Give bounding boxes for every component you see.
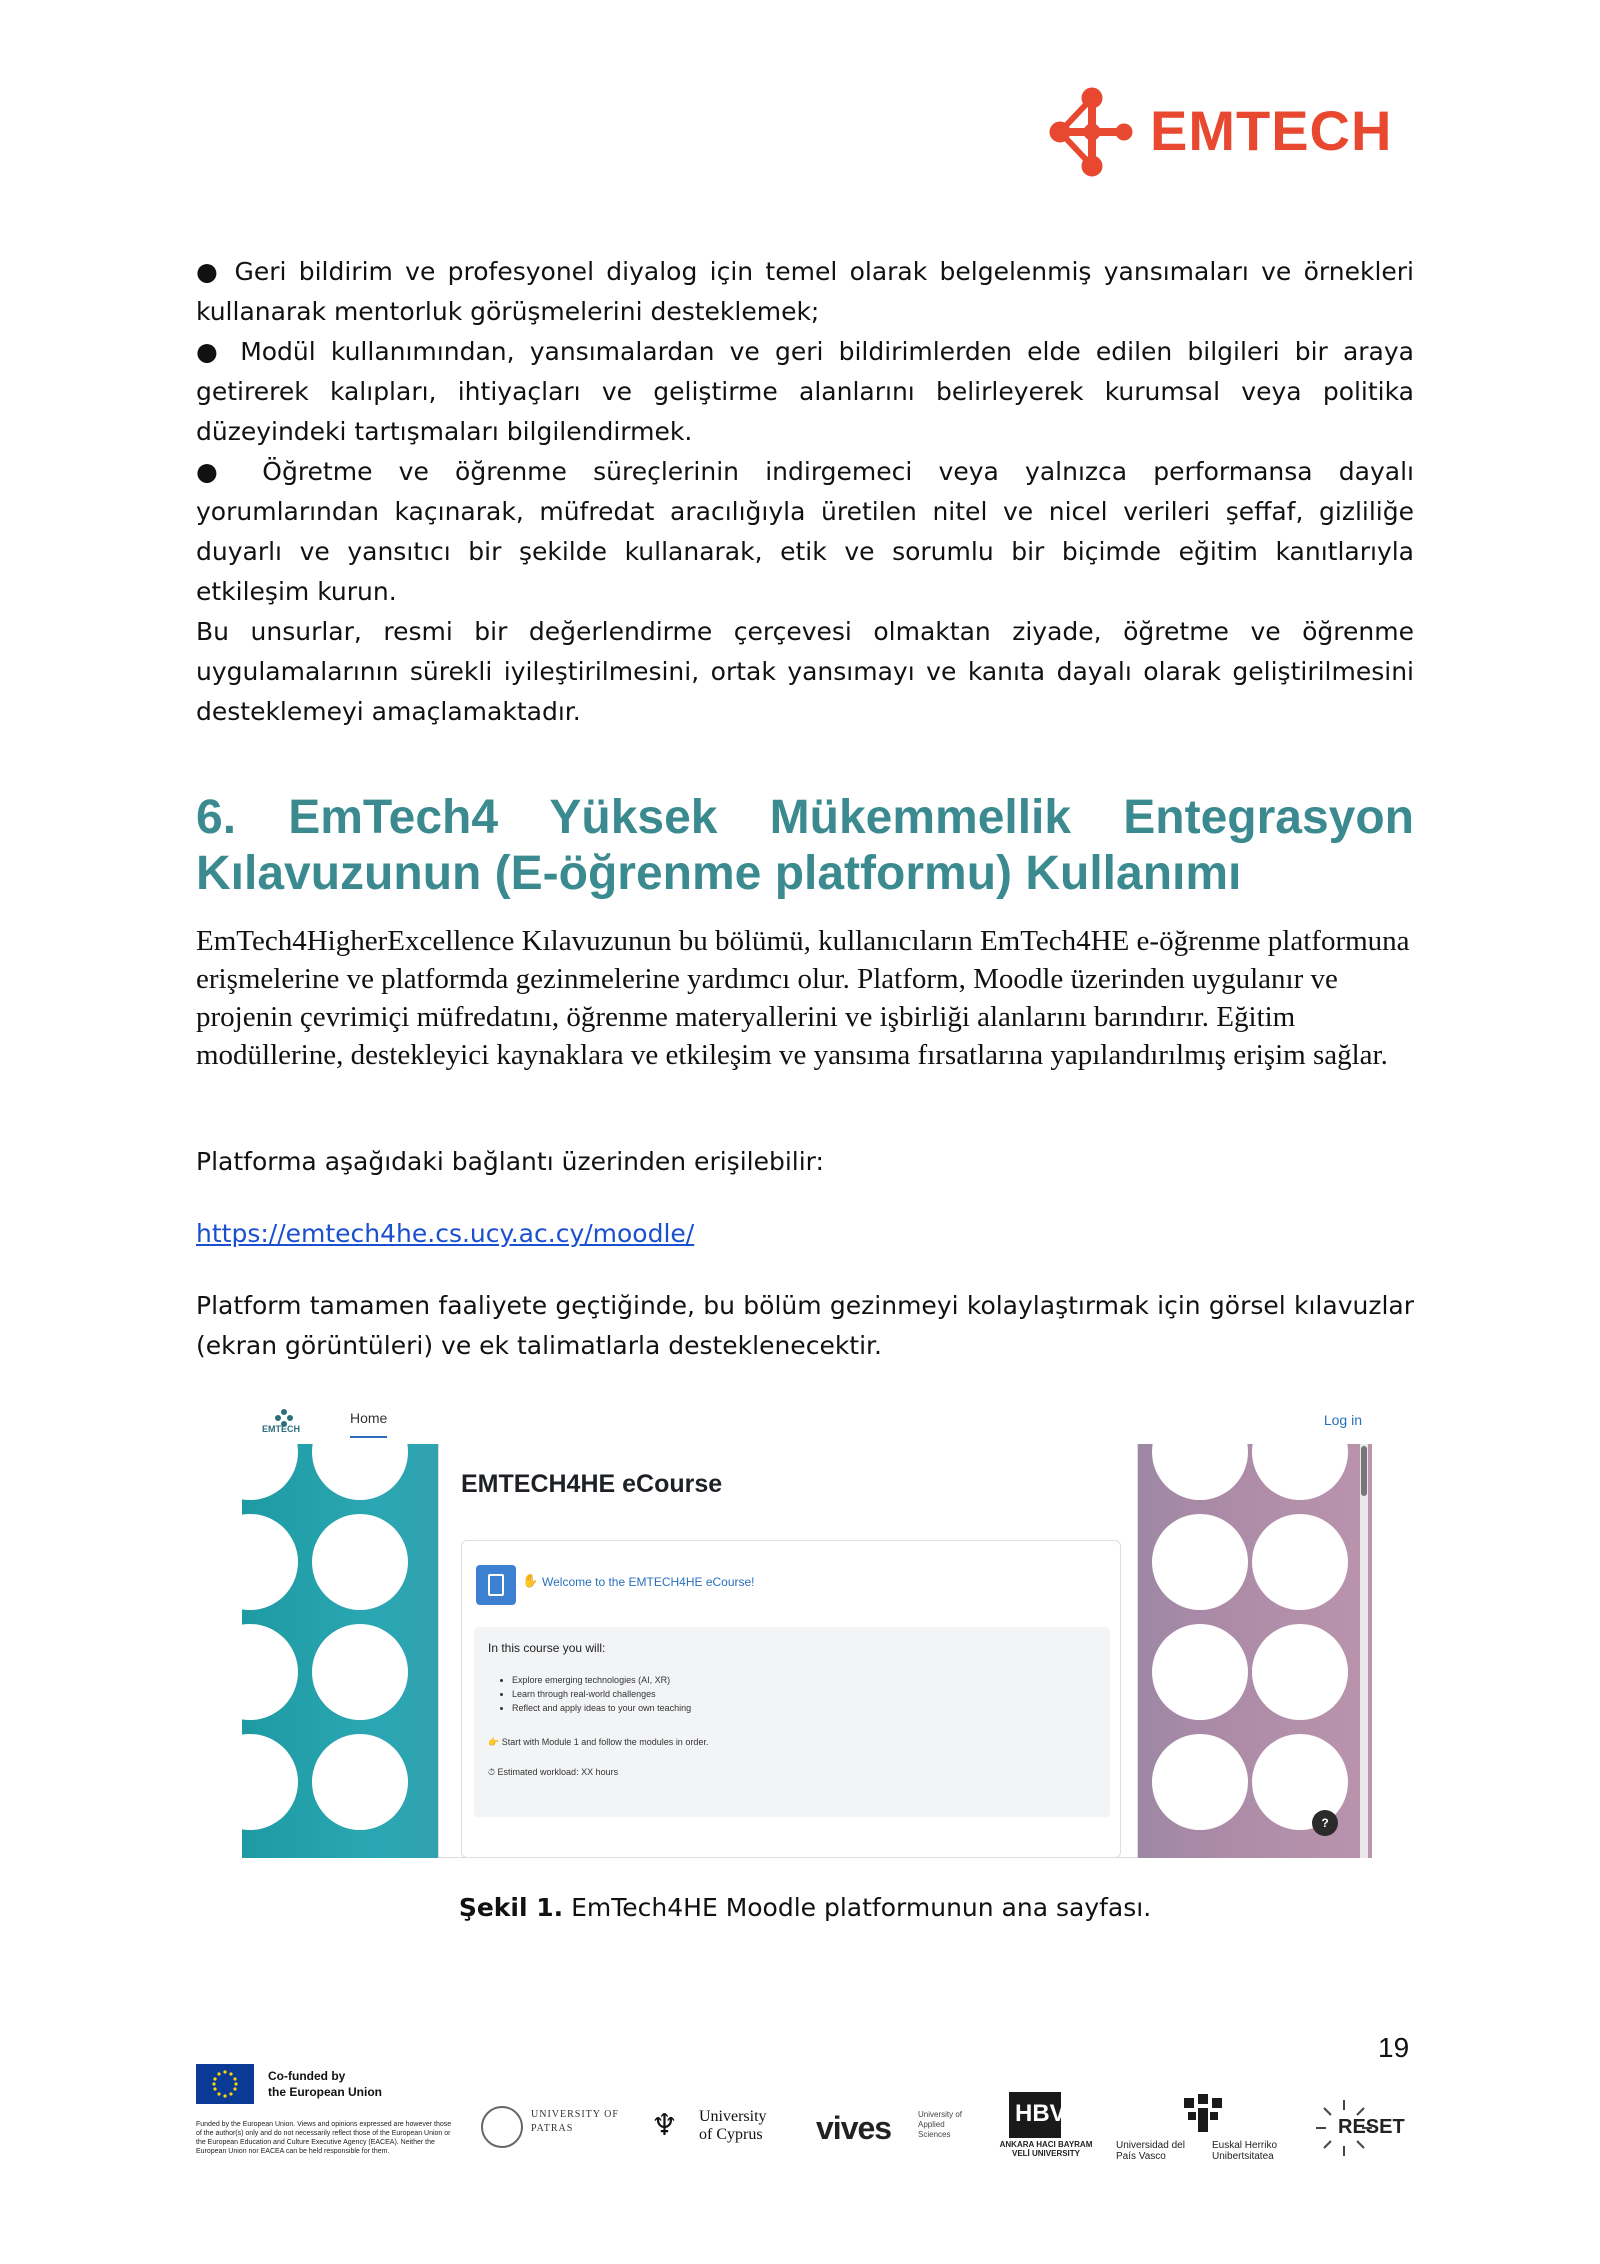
- course-title: EMTECH4HE eCourse: [461, 1470, 723, 1498]
- page-icon: [476, 1565, 516, 1605]
- brand-name: EMTECH: [1150, 99, 1393, 162]
- summary-paragraph: Bu unsurlar, resmi bir değerlendirme çerçevesi olmaktan ziyade, öğretme ve öğrenme uygulamalarının sürekli iyileştirilmesini, ortak yansımayı ve kanıta dayalı olarak geliştirilmesini desteklemeyi amaçlamaktadır.: [196, 617, 1414, 726]
- hbv-block-text: HBV: [1015, 2100, 1066, 2127]
- course-card: [438, 1444, 1138, 1858]
- page-number: 19: [1378, 2032, 1410, 2063]
- partner-ehu: [1116, 2094, 1296, 2174]
- partner-vives: [816, 2104, 966, 2154]
- welcome-block: [461, 1540, 1121, 1858]
- decor-circle: [1152, 1624, 1248, 1720]
- caption-text: EmTech4HE Moodle platformunun ana sayfası.: [563, 1893, 1152, 1922]
- wave-icon: ✋: [522, 1573, 539, 1588]
- platform-link[interactable]: https://emtech4he.cs.ucy.ac.cy/moodle/: [196, 1219, 695, 1248]
- eu-line-1: Co-funded by: [268, 2069, 346, 2083]
- nav-home[interactable]: Home: [350, 1410, 387, 1438]
- caption-label: Şekil 1.: [458, 1893, 564, 1922]
- scrollbar-thumb[interactable]: [1361, 1446, 1367, 1496]
- emtech-logo: [1040, 80, 1420, 184]
- ehu-left: Universidad del País Vasco: [1116, 2140, 1185, 2162]
- decor-circle: [312, 1734, 408, 1830]
- vives-name: vives: [816, 2110, 892, 2146]
- info-item: • Explore emerging technologies (AI, XR): [512, 1673, 691, 1687]
- platform-note: Platform tamamen faaliyete geçtiğinde, bu bölüm gezinmeyi kolaylaştırmak için görsel kılavuzlar (ekran görüntüleri) ve ek talimatlarla desteklenecektir.: [196, 1291, 1414, 1360]
- eu-line-2: the European Union: [268, 2085, 382, 2099]
- eu-flag-icon: [196, 2064, 254, 2104]
- decor-circle: [1152, 1444, 1248, 1500]
- partner-reset: [1314, 2098, 1414, 2158]
- footer: [196, 2064, 1414, 2194]
- decor-circle: [242, 1734, 298, 1830]
- workload-note: ⏱ Estimated workload: XX hours: [488, 1767, 619, 1777]
- intro-paragraph: EmTech4HigherExcellence Kılavuzunun bu bölümü, kullanıcıların EmTech4HE e-öğrenme platformuna erişmelerine ve platformda gezinmelerine yardımcı olur. Platform, Moodle üzerinden uygulanır ve projenin çevrimiçi müfredatını, öğrenme materyallerini ve işbirliği alanlarını barındırır. Eğitim modüllerine, destekleyici kaynaklara ve etkileşim ve yansıma fırsatlarına yapılandırılmış erişim sağlar.: [196, 925, 1410, 1071]
- partner-hbv: [991, 2092, 1101, 2172]
- decor-circle: [312, 1444, 408, 1500]
- ehu-right: Euskal Herriko Unibertsitatea: [1212, 2140, 1278, 2162]
- decor-circle: [1252, 1444, 1348, 1500]
- hbv-name: ANKARA HACI BAYRAM VELİ UNIVERSITY: [999, 2140, 1093, 2158]
- cyprus-emblem-icon: ♆: [651, 2109, 678, 2142]
- login-link[interactable]: Log in: [1323, 1412, 1362, 1428]
- info-list: [512, 1673, 691, 1715]
- decor-circle: [1152, 1734, 1248, 1830]
- ehu-tree-icon: [1180, 2094, 1226, 2134]
- reset-name: RESET: [1338, 2116, 1405, 2138]
- eu-disclaimer: Funded by the European Union. Views and opinions expressed are however those of the author(s) only and do not necessarily reflect those of the European Union or the European Education and Culture Executive Agency (EACEA). Neither the European Union nor EACEA can be held responsible for them.: [196, 2121, 452, 2155]
- bullet-item: ● Modül kullanımından, yansımalardan ve geri bildirimlerden elde edilen bilgileri bir araya getirerek kalıpları, ihtiyaçları ve geliştirme alanlarını belirleyerek kurumsal veya politika düzeyindeki tartışmaları bilgilendirmek.: [196, 337, 1414, 446]
- decor-circle: [242, 1624, 298, 1720]
- eu-cofunded-text: [268, 2068, 382, 2100]
- moodle-navbar: [242, 1398, 1372, 1444]
- bullet-list: [196, 252, 1414, 732]
- section-heading: 6. EmTech4 Yüksek Mükemmellik Entegrasyon Kılavuzunun (E-öğrenme platformu) Kullanımı: [196, 791, 1414, 900]
- cyprus-name: [699, 2108, 767, 2144]
- moodle-screenshot: [242, 1398, 1372, 1858]
- decor-circle: [1252, 1514, 1348, 1610]
- help-button[interactable]: ?: [1312, 1810, 1338, 1836]
- access-text: Platforma aşağıdaki bağlantı üzerinden erişilebilir:: [196, 1147, 824, 1176]
- info-item: • Learn through real-world challenges: [512, 1687, 691, 1701]
- scrollbar[interactable]: [1360, 1444, 1368, 1858]
- molecule-icon: [1040, 80, 1144, 184]
- decor-circle: [1252, 1624, 1348, 1720]
- partner-cyprus: [651, 2104, 791, 2154]
- info-item: • Reflect and apply ideas to your own teaching: [512, 1701, 691, 1715]
- vives-subtitle: University of Applied Sciences: [918, 2110, 963, 2139]
- decor-circle: [312, 1624, 408, 1720]
- patras-name: UNIVERSITY OF PATRAS: [531, 2109, 619, 2134]
- partner-patras: [481, 2104, 621, 2154]
- cyprus-line-1: University: [699, 2108, 767, 2125]
- cyprus-line-2: of Cyprus: [699, 2126, 763, 2143]
- decor-circle: [1152, 1514, 1248, 1610]
- welcome-link[interactable]: Welcome to the EMTECH4HE eCourse!: [542, 1575, 755, 1589]
- bullet-item: ● Geri bildirim ve profesyonel diyalog için temel olarak belgelenmiş yansımaları ve örnekleri kullanarak mentorluk görüşmelerini desteklemek;: [196, 257, 1414, 326]
- info-title: In this course you will:: [488, 1641, 606, 1655]
- decor-circle: [312, 1514, 408, 1610]
- start-text: Start with Module 1 and follow the modules in order.: [501, 1737, 709, 1747]
- hbv-logo-icon: [1009, 2092, 1066, 2138]
- decor-circle: [242, 1444, 298, 1500]
- decor-circle: [242, 1514, 298, 1610]
- start-instruction: 👉 Start with Module 1 and follow the modules in order.: [488, 1737, 709, 1747]
- course-hero: [242, 1444, 1372, 1858]
- course-info-box: [474, 1627, 1110, 1817]
- figure-caption: [196, 1893, 1414, 1922]
- patras-seal-icon: [481, 2106, 523, 2148]
- bullet-item: ● Öğretme ve öğrenme süreçlerinin indirgemeci veya yalnızca performansa dayalı yorumlarından kaçınarak, müfredat aracılığıyla üretilen nitel ve nicel verileri şeffaf, gizliliğe duyarlı ve yansıtıcı bir şekilde kullanarak, etik ve sorumlu bir biçimde eğitim kanıtlarıyla etkileşim kurun.: [196, 457, 1414, 606]
- mini-logo-text: EMTECH: [262, 1424, 300, 1434]
- workload-text: Estimated workload: XX hours: [497, 1767, 619, 1777]
